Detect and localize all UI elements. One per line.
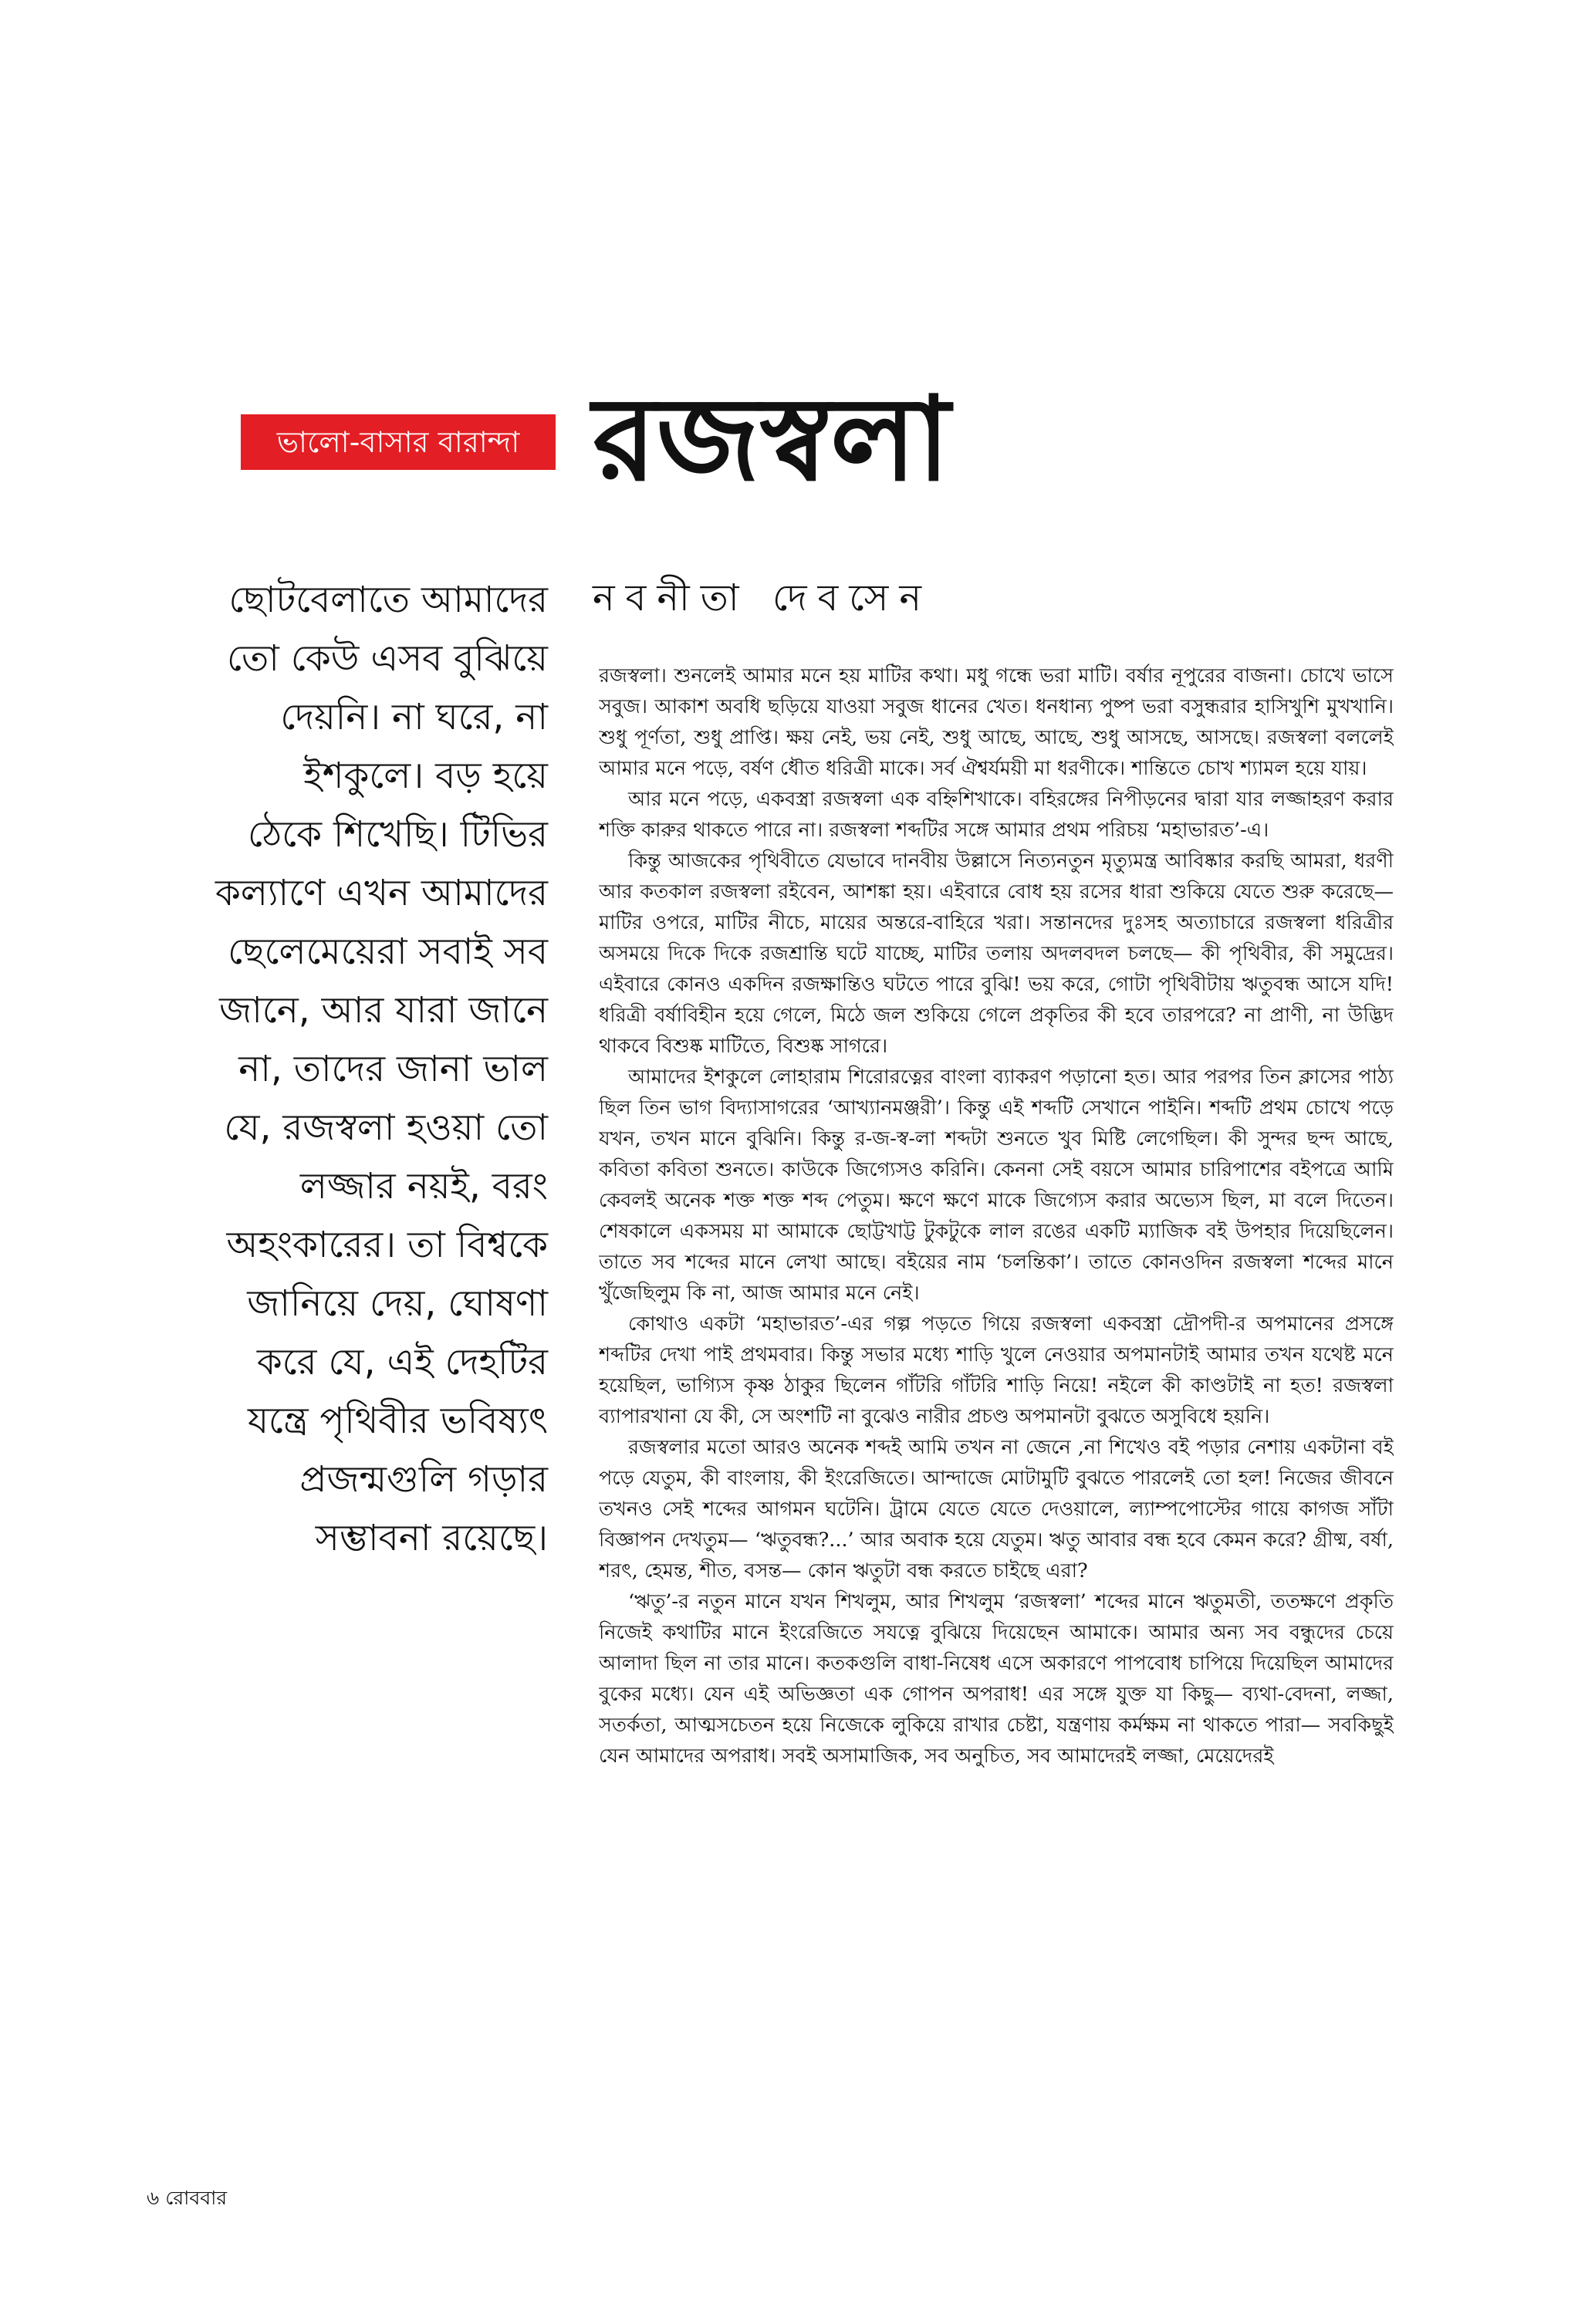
body-paragraph: আমাদের ইশকুলে লোহারাম শিরোরত্নের বাংলা ব্যাকরণ পড়ানো হত। আর পরপর তিন ক্লাসের পাঠ্য ছিল তিন ভাগ বিদ্যাসাগরের ‘আখ্যানমঞ্জরী’। কিন্তু এই শব্দটি সেখানে পাইনি। শব্দটি প্রথম চোখে পড়ে যখন, তখন মানে বুঝিনি। কিন্তু র-জ-স্ব-লা শব্দটা শুনতে খুব মিষ্টি লেগেছিল। কী সুন্দর ছন্দ আছে, কবিতা কবিতা শুনতে। কাউকে জিগ্যেসও করিনি। কেননা সেই বয়সে আমার চারিপাশের বইপত্রে আমি কেবলই অনেক শক্ত শক্ত শব্দ পেতুম। ক্ষণে ক্ষণে মাকে জিগ্যেস করার অভ্যেস ছিল, মা বলে দিতেন। শেষকালে একসময় মা আমাকে ছোট্টখাট্ট টুকটুকে লাল রঙের একটি ম্যাজিক বই উপহার দিয়েছিলেন। তাতে সব শব্দের মানে লেখা আছে। বইয়ের নাম ‘চলন্তিকা’। তাতে কোনওদিন রজস্বলা শব্দের মানে খুঁজেছিলুম কি না, আজ আমার মনে নেই। bbox=[599, 1066, 1394, 1305]
pull-quote-line: যে, রজস্বলা হওয়া তো bbox=[224, 1106, 548, 1149]
pull-quote-line: করে যে, এই দেহটির bbox=[256, 1341, 548, 1383]
pull-quote-line: দেয়নি। না ঘরে, না bbox=[280, 696, 548, 738]
pull-quote-line: প্রজন্মগুলি গড়ার bbox=[299, 1458, 548, 1501]
body-paragraph: রজস্বলা। শুনলেই আমার মনে হয় মাটির কথা। মধু গন্ধে ভরা মাটি। বর্ষার নূপুরের বাজনা। চোখে ভাসে সবুজ। আকাশ অবধি ছড়িয়ে যাওয়া সবুজ ধানের খেত। ধনধান্য পুষ্প ভরা বসুন্ধরার হাসিখুশি মুখখানি। শুধু পূর্ণতা, শুধু প্রাপ্তি। ক্ষয় নেই, ভয় নেই, শুধু আছে, আছে, শুধু আসছে, আসছে। রজস্বলা বললেই আমার মনে পড়ে, বর্ষণ ধৌত ধরিত্রী মাকে। সর্ব ঐশ্বর্যময়ী মা ধরণীকে। শান্তিতে চোখ শ্যামল হয়ে যায়। bbox=[599, 664, 1394, 780]
pull-quote-line: জানে, আর যারা জানে bbox=[219, 989, 548, 1032]
pull-quote-line: অহংকারের। তা বিশ্বকে bbox=[226, 1224, 548, 1266]
body-paragraph: কোথাও একটা ‘মহাভারত’-এর গল্প পড়তে গিয়ে রজস্বলা একবস্ত্রা দ্রৌপদী-র অপমানের প্রসঙ্গে শব্দটির দেখা পাই প্রথমবার। কিন্তু সভার মধ্যে শাড়ি খুলে নেওয়ার অপমানটাই আমার তখন যথেষ্ট মনে হয়েছিল, ভাগ্যিস কৃষ্ণ ঠাকুর ছিলেন গাঁটরি গাঁটরি শাড়ি নিয়ে! নইলে কী কাণ্ডটাই না হত! রজস্বলা ব্যাপারখানা যে কী, সে অংশটি না বুঝেও নারীর প্রচণ্ড অপমানটা বুঝতে অসুবিধে হয়নি। bbox=[599, 1312, 1394, 1428]
pull-quote-line: ঠেকে শিখেছি। টিভির bbox=[248, 813, 548, 856]
pull-quote-line: যন্ত্রে পৃথিবীর ভবিষ্যৎ bbox=[247, 1400, 548, 1442]
pull-quote-line: সম্ভাবনা রয়েছে। bbox=[315, 1517, 548, 1559]
body-paragraph: ‘ঋতু’-র নতুন মানে যখন শিখলুম, আর শিখলুম ‘রজস্বলা’ শব্দের মানে ঋতুমতী, ততক্ষণে প্রকৃতি নিজেই কথাটির মানে ইংরেজিতে সযত্নে বুঝিয়ে দিয়েছেন আমাকে। আমার অন্য সব বন্ধুদের চেয়ে আলাদা ছিল না তার মানে। কতকগুলি বাধা-নিষেধ এসে অকারণে পাপবোধ চাপিয়ে দিয়েছিল আমাদের বুকের মধ্যে। যেন এই অভিজ্ঞতা এক গোপন অপরাধ! এর সঙ্গে যুক্ত যা কিছু— ব্যথা-বেদনা, লজ্জা, সতর্কতা, আত্মসচেতন হয়ে নিজেকে লুকিয়ে রাখার চেষ্টা, যন্ত্রণায় কর্মক্ষম না থাকতে পারা— সবকিছুই যেন আমাদের অপরাধ। সবই অসামাজিক, সব অনুচিত, সব আমাদেরই লজ্জা, মেয়েদেরই bbox=[599, 1590, 1394, 1768]
pull-quote bbox=[116, 571, 548, 1568]
pull-quote-line: ছেলেমেয়েরা সবাই সব bbox=[228, 931, 548, 973]
article-title: রজস্বলা bbox=[593, 373, 951, 507]
pull-quote-line: ইশকুলে। বড় হয়ে bbox=[303, 755, 548, 797]
body-paragraph: কিন্তু আজকের পৃথিবীতে যেভাবে দানবীয় উল্লাসে নিত্যনতুন মৃত্যুমন্ত্র আবিষ্কার করছি আমরা, ধরণী আর কতকাল রজস্বলা রইবেন, আশঙ্কা হয়। এইবারে বোধ হয় রসের ধারা শুকিয়ে যেতে শুরু করেছে— মাটির ওপরে, মাটির নীচে, মায়ের অন্তরে-বাহিরে খরা। সন্তানদের দুঃসহ অত্যাচারে রজস্বলা ধরিত্রীর অসময়ে দিকে দিকে রজশ্রান্তি ঘটে যাচ্ছে, মাটির তলায় অদলবদল চলছে— কী পৃথিবীর, কী সমুদ্রের। এইবারে কোনও একদিন রজক্ষান্তিও ঘটতে পারে বুঝি! ভয় করে, গোটা পৃথিবীটায় ঋতুবন্ধ আসে যদি! ধরিত্রী বর্ষাবিহীন হয়ে গেলে, মিঠে জল শুকিয়ে গেলে প্রকৃতির কী হবে তারপরে? না প্রাণী, না উদ্ভিদ থাকবে বিশুষ্ক মাটিতে, বিশুষ্ক সাগরে। bbox=[599, 850, 1394, 1058]
pull-quote-line: ছোটবেলাতে আমাদের bbox=[228, 579, 548, 621]
body-paragraph: রজস্বলার মতো আরও অনেক শব্দই আমি তখন না জেনে ,না শিখেও বই পড়ার নেশায় একটানা বই পড়ে যেতুম, কী বাংলায়, কী ইংরেজিতে। আন্দাজে মোটামুটি বুঝতে পারলেই তো হল! নিজের জীবনে তখনও সেই শব্দের আগমন ঘটেনি। ট্রামে যেতে যেতে দেওয়ালে, ল্যাম্পপোস্টের গায়ে কাগজ সাঁটা বিজ্ঞাপন দেখতুম— ‘ঋতুবন্ধ?...’ আর অবাক হয়ে যেতুম। ঋতু আবার বন্ধ হবে কেমন করে? গ্রীষ্ম, বর্ষা, শরৎ, হেমন্ত, শীত, বসন্ত— কোন ঋতুটা বন্ধ করতে চাইছে এরা? bbox=[599, 1436, 1394, 1583]
page-folio: ৬ রোববার bbox=[147, 2187, 228, 2209]
column-tag: ভালো-বাসার বারান্দা bbox=[241, 414, 556, 470]
article-body bbox=[599, 660, 1394, 2142]
pull-quote-line: কল্যাণে এখন আমাদের bbox=[215, 872, 548, 914]
pull-quote-line: না, তাদের জানা ভাল bbox=[238, 1048, 548, 1090]
pull-quote-line: লজ্জার নয়ই, বরং bbox=[299, 1165, 548, 1208]
pull-quote-line: জানিয়ে দেয়, ঘোষণা bbox=[247, 1282, 548, 1325]
pull-quote-line: তো কেউ এসব বুঝিয়ে bbox=[226, 637, 548, 680]
author-byline: নবনীতা দেবসেন bbox=[593, 576, 932, 620]
body-paragraph: আর মনে পড়ে, একবস্ত্রা রজস্বলা এক বহ্নিশিখাকে। বহিরঙ্গের নিপীড়নের দ্বারা যার লজ্জাহরণ করার শক্তি কারুর থাকতে পারে না। রজস্বলা শব্দটির সঙ্গে আমার প্রথম পরিচয় ‘মহাভারত’-এ। bbox=[599, 788, 1394, 842]
